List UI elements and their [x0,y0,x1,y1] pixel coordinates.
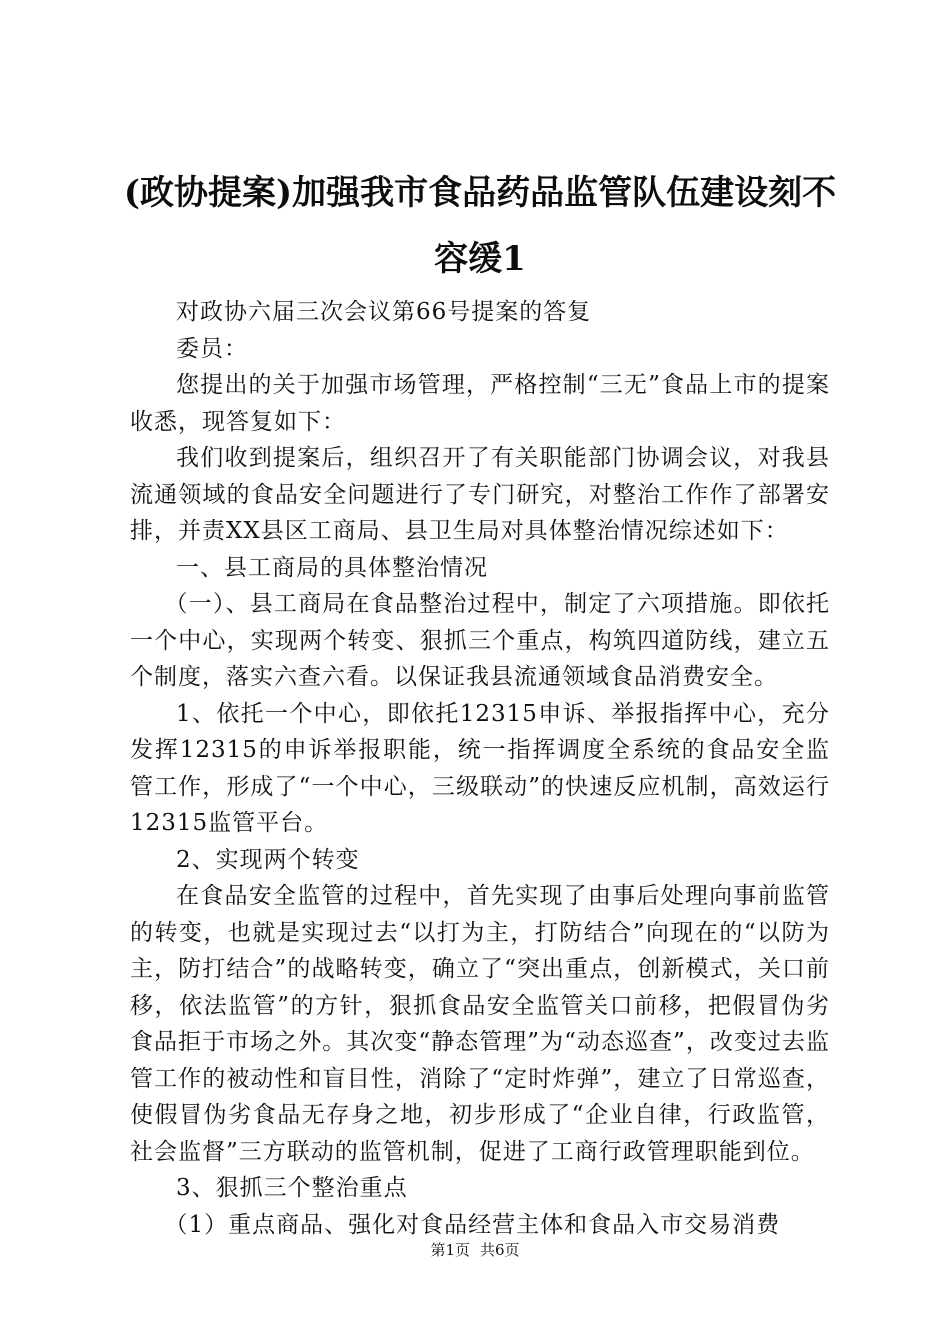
document-body [130,294,830,1243]
section-heading: 一、县工商局的具体整治情况 [176,554,488,581]
body-paragraph: 我们收到提案后，组织召开了有关职能部门协调会议，对我县流通领域的食品安全问题进行了专门研究，对整治工作作了部署安排，并责XX县区工商局、县卫生局对具体整治情况综述如下： [130,445,830,544]
reply-heading-paragraph: 对政协六届三次会议第66号提案的答复 [176,299,592,325]
page-footer [0,1240,950,1260]
page-number-current: 第1页 [430,1241,470,1259]
body-paragraph: 在食品安全监管的过程中，首先实现了由事后处理向事前监管的转变，也就是实现过去“以打为主，打防结合”向现在的“以防为主，防打结合”的战略转变，确立了“突出重点，创新模式，关口前移，依法监管”的方针，狠抓食品安全监管关口前移，把假冒伪劣食品拒于市场之外。其次变“静态管理”为“动态巡查”，改变过去监管工作的被动性和盲目性，消除了“定时炸弹”，建立了日常巡查，使假冒伪劣食品无存身之地，初步形成了“企业自律，行政监管，社会监督”三方联动的监管机制，促进了工商行政管理职能到位。 [130,883,830,1165]
page-number-total: 共6页 [480,1241,520,1259]
document-title: (政协提案)加强我市食品药品监管队伍建设刻不容缓1 [123,173,837,279]
body-paragraph: 您提出的关于加强市场管理，严格控制“三无”食品上市的提案收悉，现答复如下： [130,372,830,435]
body-paragraph: （1）重点商品、强化对食品经营主体和食品入市交易消费 [164,1211,781,1238]
salutation-paragraph: 委员： [176,335,248,362]
body-paragraph: 1、依托一个中心，即依托12315申诉、举报指挥中心，充分发挥12315的申诉举报职能，统一指挥调度全系统的食品安全监管工作，形成了“一个中心，三级联动”的快速反应机制，高效运行12315监管平台。 [130,700,830,836]
body-paragraph: （一）、县工商局在食品整治过程中，制定了六项措施。即依托一个中心，实现两个转变、狠抓三个重点，构筑四道防线，建立五个制度，落实六查六看。以保证我县流通领域食品消费安全。 [130,591,830,690]
subsection-heading: 3、狠抓三个整治重点 [176,1175,408,1201]
subsection-heading: 2、实现两个转变 [176,846,360,873]
